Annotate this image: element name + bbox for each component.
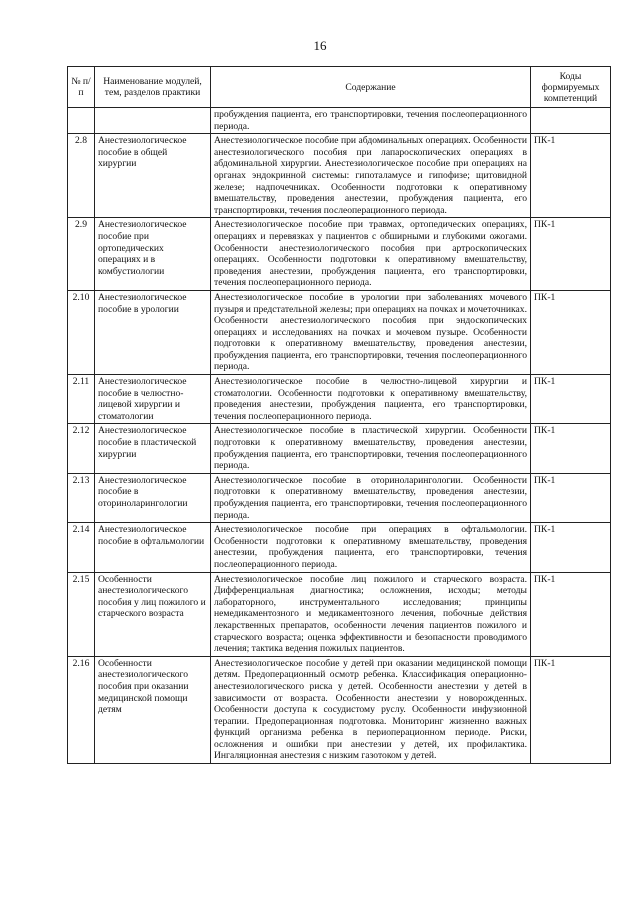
curriculum-table xyxy=(67,66,611,764)
table-row xyxy=(68,572,611,656)
row-num: 2.14 xyxy=(68,523,95,572)
row-content: Анестезиологическое пособие при операциях в офтальмологии. Особенности подготовки к оперативному вмешательству, проведения анестезии, пробуждения пациента, его транспортировки, течения послеоперационного периода. xyxy=(211,523,531,572)
row-name: Анестезиологическое пособие в пластической хирургии xyxy=(95,424,211,473)
row-content: Анестезиологическое пособие при абдоминальных операциях. Особенности анестезиологического пособия при лапароскопических операциях в абдоминальной хирургии. Анестезиологическое пособие при операциях на органах эндокринной системы: гипоталамусе и гипофизе; щитовидной железе; надпочечниках. Особенности подготовки к оперативному вмешательству, проведения анестезии, пробуждения пациента, его транспортировки, течения послеоперационного периода. xyxy=(211,134,531,218)
row-content: пробуждения пациента, его транспортировки, течения послеоперационного периода. xyxy=(211,108,531,134)
row-code: ПК-1 xyxy=(531,375,611,424)
row-num xyxy=(68,108,95,134)
row-content: Анестезиологическое пособие лиц пожилого и старческого возраста. Дифференциальная диагностика; осложнения, исходы; методы лабораторного, инструментального исследования; принципы немедикаментозного и медикаментозного лечения, побочные действия лекарственных препаратов, особенности лечения пациентов пожилого и старческого возраста; оценка эффективности и безопасности проводимого лечения; тактика ведения пожилых пациентов. xyxy=(211,572,531,656)
row-name: Анестезиологическое пособие в урологии xyxy=(95,290,211,374)
row-code: ПК-1 xyxy=(531,134,611,218)
row-content: Анестезиологическое пособие при травмах, ортопедических операциях, операциях и перевязках у пациентов с обширными и глубокими ожогами. Особенности анестезиологического пособия при артроскопических операциях. Особенности подготовки к оперативному вмешательству, проведения анестезии, пробуждения пациента, его транспортировки, течения послеоперационного периода. xyxy=(211,218,531,291)
table-row xyxy=(68,290,611,374)
table-header-row xyxy=(68,67,611,108)
row-content: Анестезиологическое пособие в оториноларингологии. Особенности подготовки к оперативному вмешательству, проведения анестезии, пробуждения пациента, его транспортировки, течения послеоперационного периода. xyxy=(211,473,531,522)
table-row xyxy=(68,218,611,291)
row-num: 2.13 xyxy=(68,473,95,522)
header-content: Содержание xyxy=(211,67,531,108)
row-content: Анестезиологическое пособие в челюстно-лицевой хирургии и стоматологии. Особенности подготовки к оперативному вмешательству, проведения анестезии, пробуждения пациента, его транспортировки, течения послеоперационного периода. xyxy=(211,375,531,424)
header-name: Наименование модулей, тем, разделов практики xyxy=(95,67,211,108)
row-name: Анестезиологическое пособие при ортопедических операциях и в комбустиологии xyxy=(95,218,211,291)
row-name xyxy=(95,108,211,134)
row-num: 2.15 xyxy=(68,572,95,656)
row-code xyxy=(531,108,611,134)
row-name: Особенности анестезиологического пособия при оказании медицинской помощи детям xyxy=(95,656,211,763)
row-num: 2.8 xyxy=(68,134,95,218)
row-name: Анестезиологическое пособие в офтальмологии xyxy=(95,523,211,572)
page-number: 16 xyxy=(313,38,327,53)
header-codes: Коды формируемых компетенций xyxy=(531,67,611,108)
row-code: ПК-1 xyxy=(531,473,611,522)
header-num: № п/п xyxy=(68,67,95,108)
table-row xyxy=(68,523,611,572)
table-row xyxy=(68,108,611,134)
row-code: ПК-1 xyxy=(531,572,611,656)
table-row xyxy=(68,375,611,424)
table-row xyxy=(68,656,611,763)
table-row xyxy=(68,473,611,522)
row-num: 2.16 xyxy=(68,656,95,763)
row-num: 2.10 xyxy=(68,290,95,374)
row-num: 2.9 xyxy=(68,218,95,291)
row-content: Анестезиологическое пособие у детей при оказании медицинской помощи детям. Предоперационный осмотр ребенка. Классификация операционно-анестезиологического риска у детей. Особенности анестезии у детей в зависимости от возраста. Особенности анестезии у новорожденных. Особенности доступа к сосудистому руслу. Особенности инфузионной терапии. Предоперационная подготовка. Мониторинг жизненно важных функций организма ребенка в периоперационном периоде. Риски, осложнения и ошибки при анестезии у детей, их профилактика. Ингаляционная анестезия с низким газотоком у детей. xyxy=(211,656,531,763)
row-num: 2.11 xyxy=(68,375,95,424)
row-content: Анестезиологическое пособие в урологии при заболеваниях мочевого пузыря и предстательной железы; при операциях на почках и мочеточниках. Особенности анестезиологического пособия при эндоскопических операциях и исследованиях на почках и мочевом пузыре. Особенности подготовки к оперативному вмешательству, проведения анестезии, пробуждения пациента, его транспортировки, течения послеоперационного периода. xyxy=(211,290,531,374)
row-code: ПК-1 xyxy=(531,218,611,291)
table-row xyxy=(68,134,611,218)
row-name: Анестезиологическое пособие в оториноларингологии xyxy=(95,473,211,522)
row-num: 2.12 xyxy=(68,424,95,473)
table-row xyxy=(68,424,611,473)
row-name: Анестезиологическое пособие в общей хирургии xyxy=(95,134,211,218)
row-code: ПК-1 xyxy=(531,523,611,572)
row-content: Анестезиологическое пособие в пластической хирургии. Особенности подготовки к оперативному вмешательству, проведения анестезии, пробуждения пациента, его транспортировки, течения послеоперационного периода. xyxy=(211,424,531,473)
row-code: ПК-1 xyxy=(531,290,611,374)
row-code: ПК-1 xyxy=(531,656,611,763)
row-name: Анестезиологическое пособие в челюстно-лицевой хирургии и стоматологии xyxy=(95,375,211,424)
row-code: ПК-1 xyxy=(531,424,611,473)
row-name: Особенности анестезиологического пособия у лиц пожилого и старческого возраста xyxy=(95,572,211,656)
